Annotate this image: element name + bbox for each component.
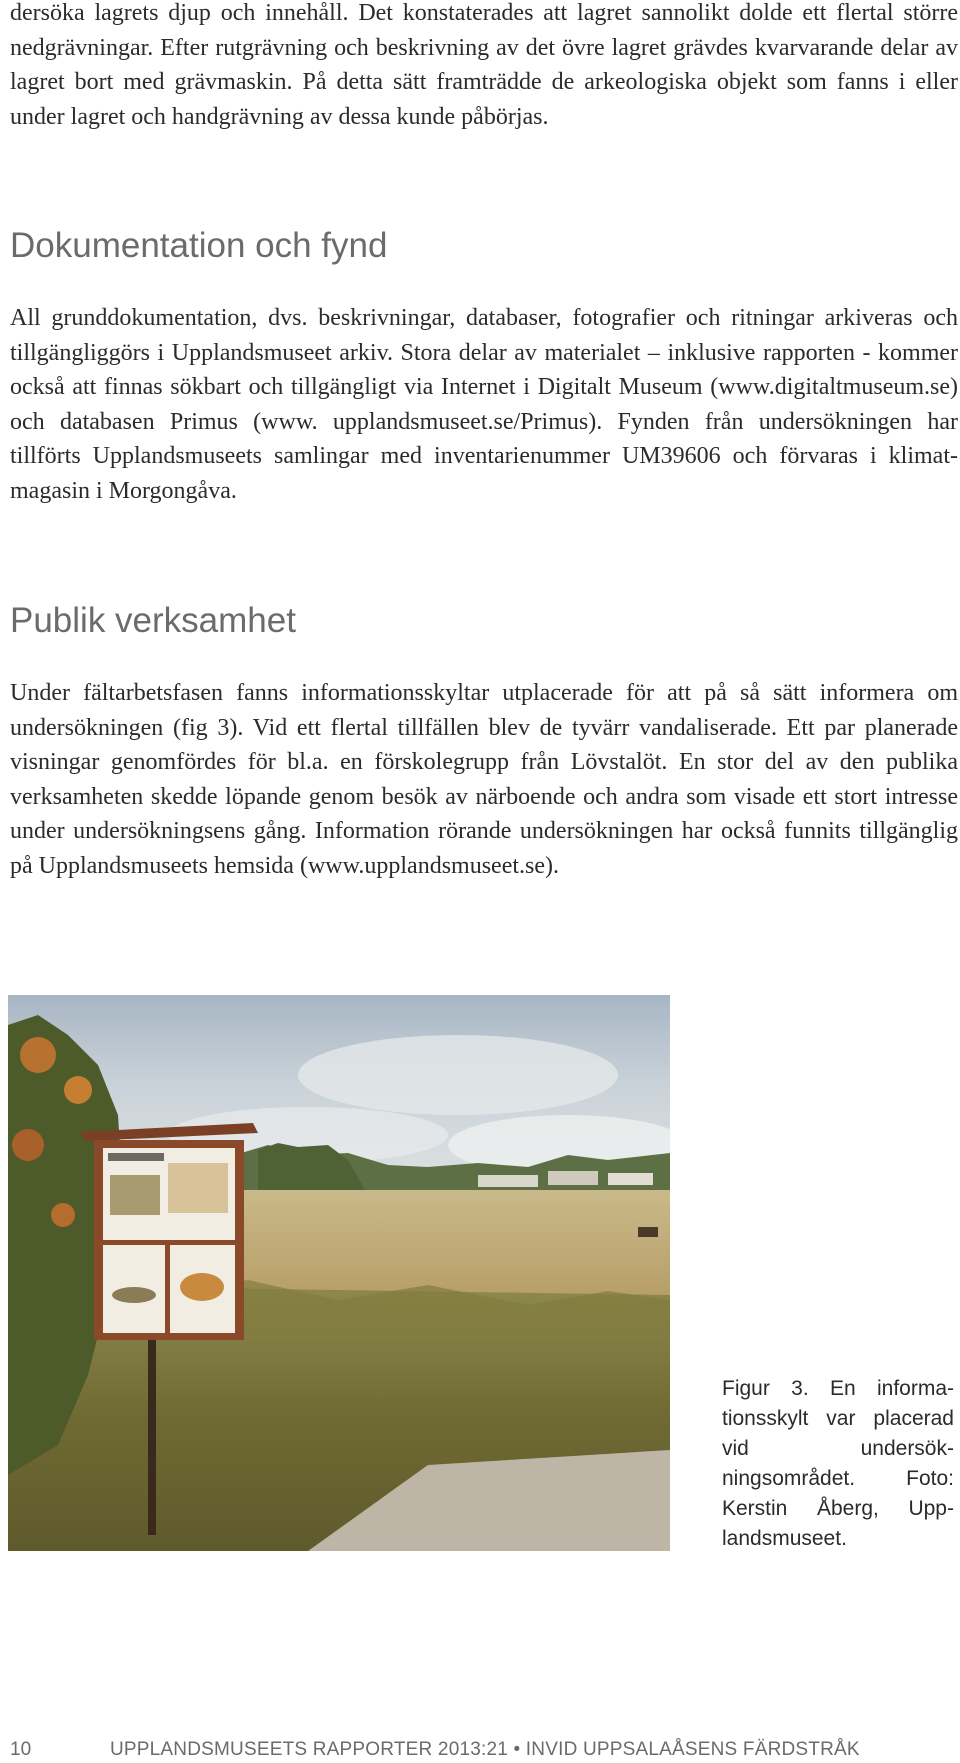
section-heading-public: Publik verksamhet xyxy=(10,601,296,640)
figure-caption: Figur 3. En informationsskylt var placerad vid undersökningsområdet. Foto: Kerstin Åberg, Upplandsmuseet. xyxy=(722,1377,954,1550)
distant-house xyxy=(478,1175,538,1187)
running-head: UPPLANDSMUSEETS RAPPORTER 2013:21 • INVID UPPSALAÅSENS FÄRDSTRÅK xyxy=(110,1739,860,1760)
sign-post xyxy=(148,1325,156,1535)
figure-photo xyxy=(8,995,670,1551)
body-paragraph: Under fältarbetsfasen fanns informationsskyltar utplacerade för att på så sätt informera om undersökningen (fig 3). Vid ett flertal tillfällen blev de tyvärr vandaliserade. Ett par planerade visningar genomfördes för bl.a. en förskolegrupp från Lövstalöt. En stor del av den publika verksamheten skedde löpande genom besök av närboende och andra som visade ett stort intresse under undersökningsens gång. Information rörande undersökningen har också funnits tillgänglig på Upplandsmuseets hemsida (www.upplandsmuseet.se). xyxy=(10,680,958,879)
distant-house xyxy=(608,1173,653,1185)
body-paragraph: dersöka lagrets djup och innehåll. Det konstaterades att lagret sannolikt dolde ett flertal större nedgrävningar. Efter rutgrävning och beskrivning av det övre lagret grävdes kvarvarande delar av lagret bort med grävmaskin. På detta sätt framträdde de arkeologiska objekt som fanns i eller under lagret och handgrävning av dessa kunde påbörjas. xyxy=(10,0,958,130)
page-footer xyxy=(10,1739,950,1763)
body-paragraph: All grunddokumentation, dvs. beskrivningar, databaser, fotografier och ritningar arkiveras och tillgängliggörs i Upplandsmuseet arkiv. Stora delar av materialet – inklusive rapporten - kommer också att finnas sökbart och tillgängligt via Internet i Digitalt Museum (www.digitaltmuseum.se) och databasen Primus (www. upplandsmuseet.se/Primus). Fynden från undersökningen har tillförts Upplandsmuseets samlingar med inventarienummer UM39606 och förvaras i klimatmagasin i Morgongåva. xyxy=(10,305,958,504)
distant-house xyxy=(548,1171,598,1185)
page-number: 10 xyxy=(10,1739,32,1760)
section-heading-documentation: Dokumentation och fynd xyxy=(10,226,388,265)
